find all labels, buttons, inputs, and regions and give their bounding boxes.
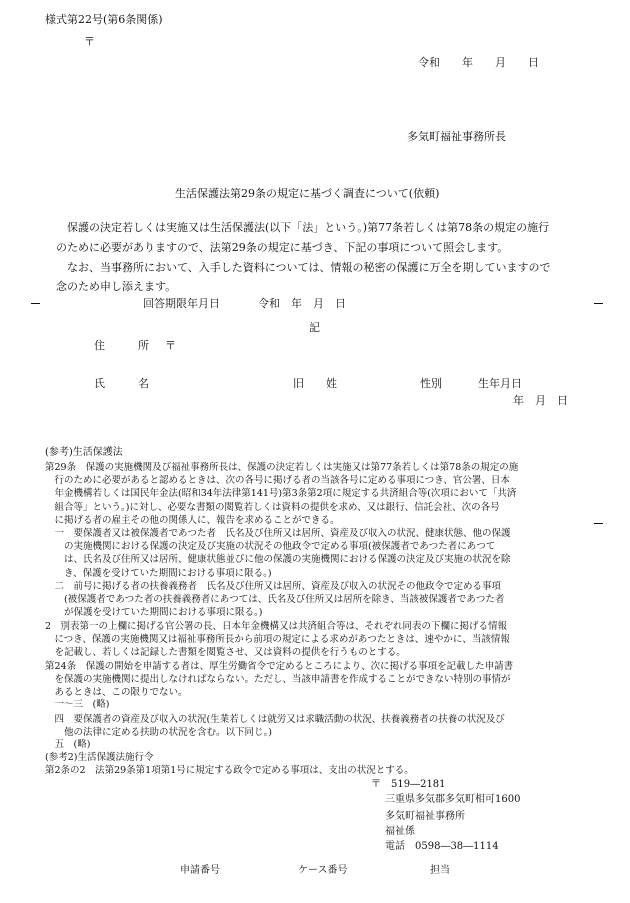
deadline-value: 令和 年 月 日 [258,297,346,310]
reference-heading: (参考)生活保護法 [45,447,123,458]
article-29: 第29条 保護の実施機関及び福祉事務所長は、保護の決定若しくは実施又は第77条若しくは第78条の規定の施 行のために必要があると認めるときは、次の各号に掲げる者の当該各号に定める事項につき、官公署、日本 年金機構若しくは国民年金法(昭和34年法律第141号)第3条第2項に規定する共済組合等(次項において「共済 組合等」という。)に対し、必要な書類の閲覧若しくは資料の提供を求め、又は銀行、信託会社、次の各号 に掲げる者の雇主その他の関係人に、報告を求めることができる。 [45,462,519,526]
contact-phone: 電話 0598―38―1114 [385,841,499,852]
article-29-paragraph-2: 2 別表第一の上欄に掲げる官公署の長、日本年金機構又は共済組合等は、それぞれ同表の下欄に掲げる情報 につき、保護の実施機関又は福祉事務所長から前項の規定による求めがあつたときは、速やかに、当該情報 を記載し、若しくは記録した書類を閲覧させ、又は資料の提供を行うものとする。 [45,621,510,659]
address-label: 住 所 [94,339,149,352]
ki-heading: 記 [309,321,320,334]
name-label: 氏 名 [94,377,149,390]
reference-heading-2: (参考2)生活保護法施行令 [45,752,154,763]
deadline-label: 回答期限年月日 [143,297,220,310]
address-postal-mark: 〒 [165,339,176,352]
contact-section: 福祉係 [385,826,415,837]
article-24-item-5: 五 (略) [45,739,91,750]
case-number-label: ケース番号 [298,865,348,876]
intro-line-4: 念のため申し添えます。 [56,280,177,293]
article-29-item-2: 二 前号に掲げる者の扶養義務者 氏名及び住所又は居所、資産及び収入の状況その他政令で定める事項 (被保護者であつた者の扶養義務者にあつては、氏名及び住所又は居所を除き、当該被保護者であつた者 が保護を受けていた期間における事項に限る。) [54,581,505,619]
birthdate-label: 生年月日 [478,377,522,390]
postal-mark: 〒 [84,35,95,48]
article-24: 第24条 保護の開始を申請する者は、厚生労働省令で定めるところにより、次に掲げる事項を記載した申請書 を保護の実施機関に提出しなければならない。ただし、当該申請書を作成することができない特別の事情が あるときは、この限りでない。 [45,661,514,699]
application-number-label: 申請番号 [180,865,220,876]
contact-postal: 〒 519―2181 [371,779,446,790]
intro-line-3: なお、当事務所において、入手した資料については、情報の秘密の保護に万全を期していますので [56,261,551,274]
margin-mark-right-2 [594,523,603,524]
intro-line-1: 保護の決定若しくは実施又は生活保護法(以下「法」という。)第77条若しくは第78条の規定の施行 [56,221,550,234]
birthdate-value: 年 月 日 [513,394,568,407]
document-title: 生活保護法第29条の規定に基づく調査について(依頼) [175,187,440,200]
article-24-items-1-3: 一〜三 (略) [45,699,110,710]
margin-mark-left [31,303,40,304]
form-number: 様式第22号(第6条関係) [45,13,163,26]
sender: 多気町福祉事務所長 [407,130,506,143]
article-29-item-1: 一 要保護者又は被保護者であつた者 氏名及び住所又は居所、資産及び収入の状況、健康状態、他の保護 の実施機関における保護の決定及び実施の状況その他政令で定める事項(被保護者であつた者にあつて は、氏名及び住所又は居所、健康状態並びに他の保護の実施機関における保護の決定及び実施の状況を除 き、保護を受けていた期間における事項に限る。) [54,528,511,579]
contact-office: 多気町福祉事務所 [385,811,465,822]
contact-address: 三重県多気郡多気町相可1600 [385,794,521,805]
date-line: 令和 年 月 日 [418,56,539,69]
officer-label: 担当 [430,865,450,876]
former-name-label: 旧 姓 [293,377,337,390]
article-24-item-4: 四 要保護者の資産及び収入の状況(生業若しくは就労又は求職活動の状況、扶養義務者の扶養の状況及び 他の法律に定める扶助の状況を含む。以下同じ。) [54,714,505,739]
order-article-2-2: 第2条の2 法第29条第1項第1号に規定する政令で定める事項は、支出の状況とする。 [45,765,414,776]
margin-mark-right [594,303,603,304]
sex-label: 性別 [420,377,442,390]
intro-line-2: のために必要がありますので、法第29条の規定に基づき、下記の事項について照会します。 [56,241,509,254]
